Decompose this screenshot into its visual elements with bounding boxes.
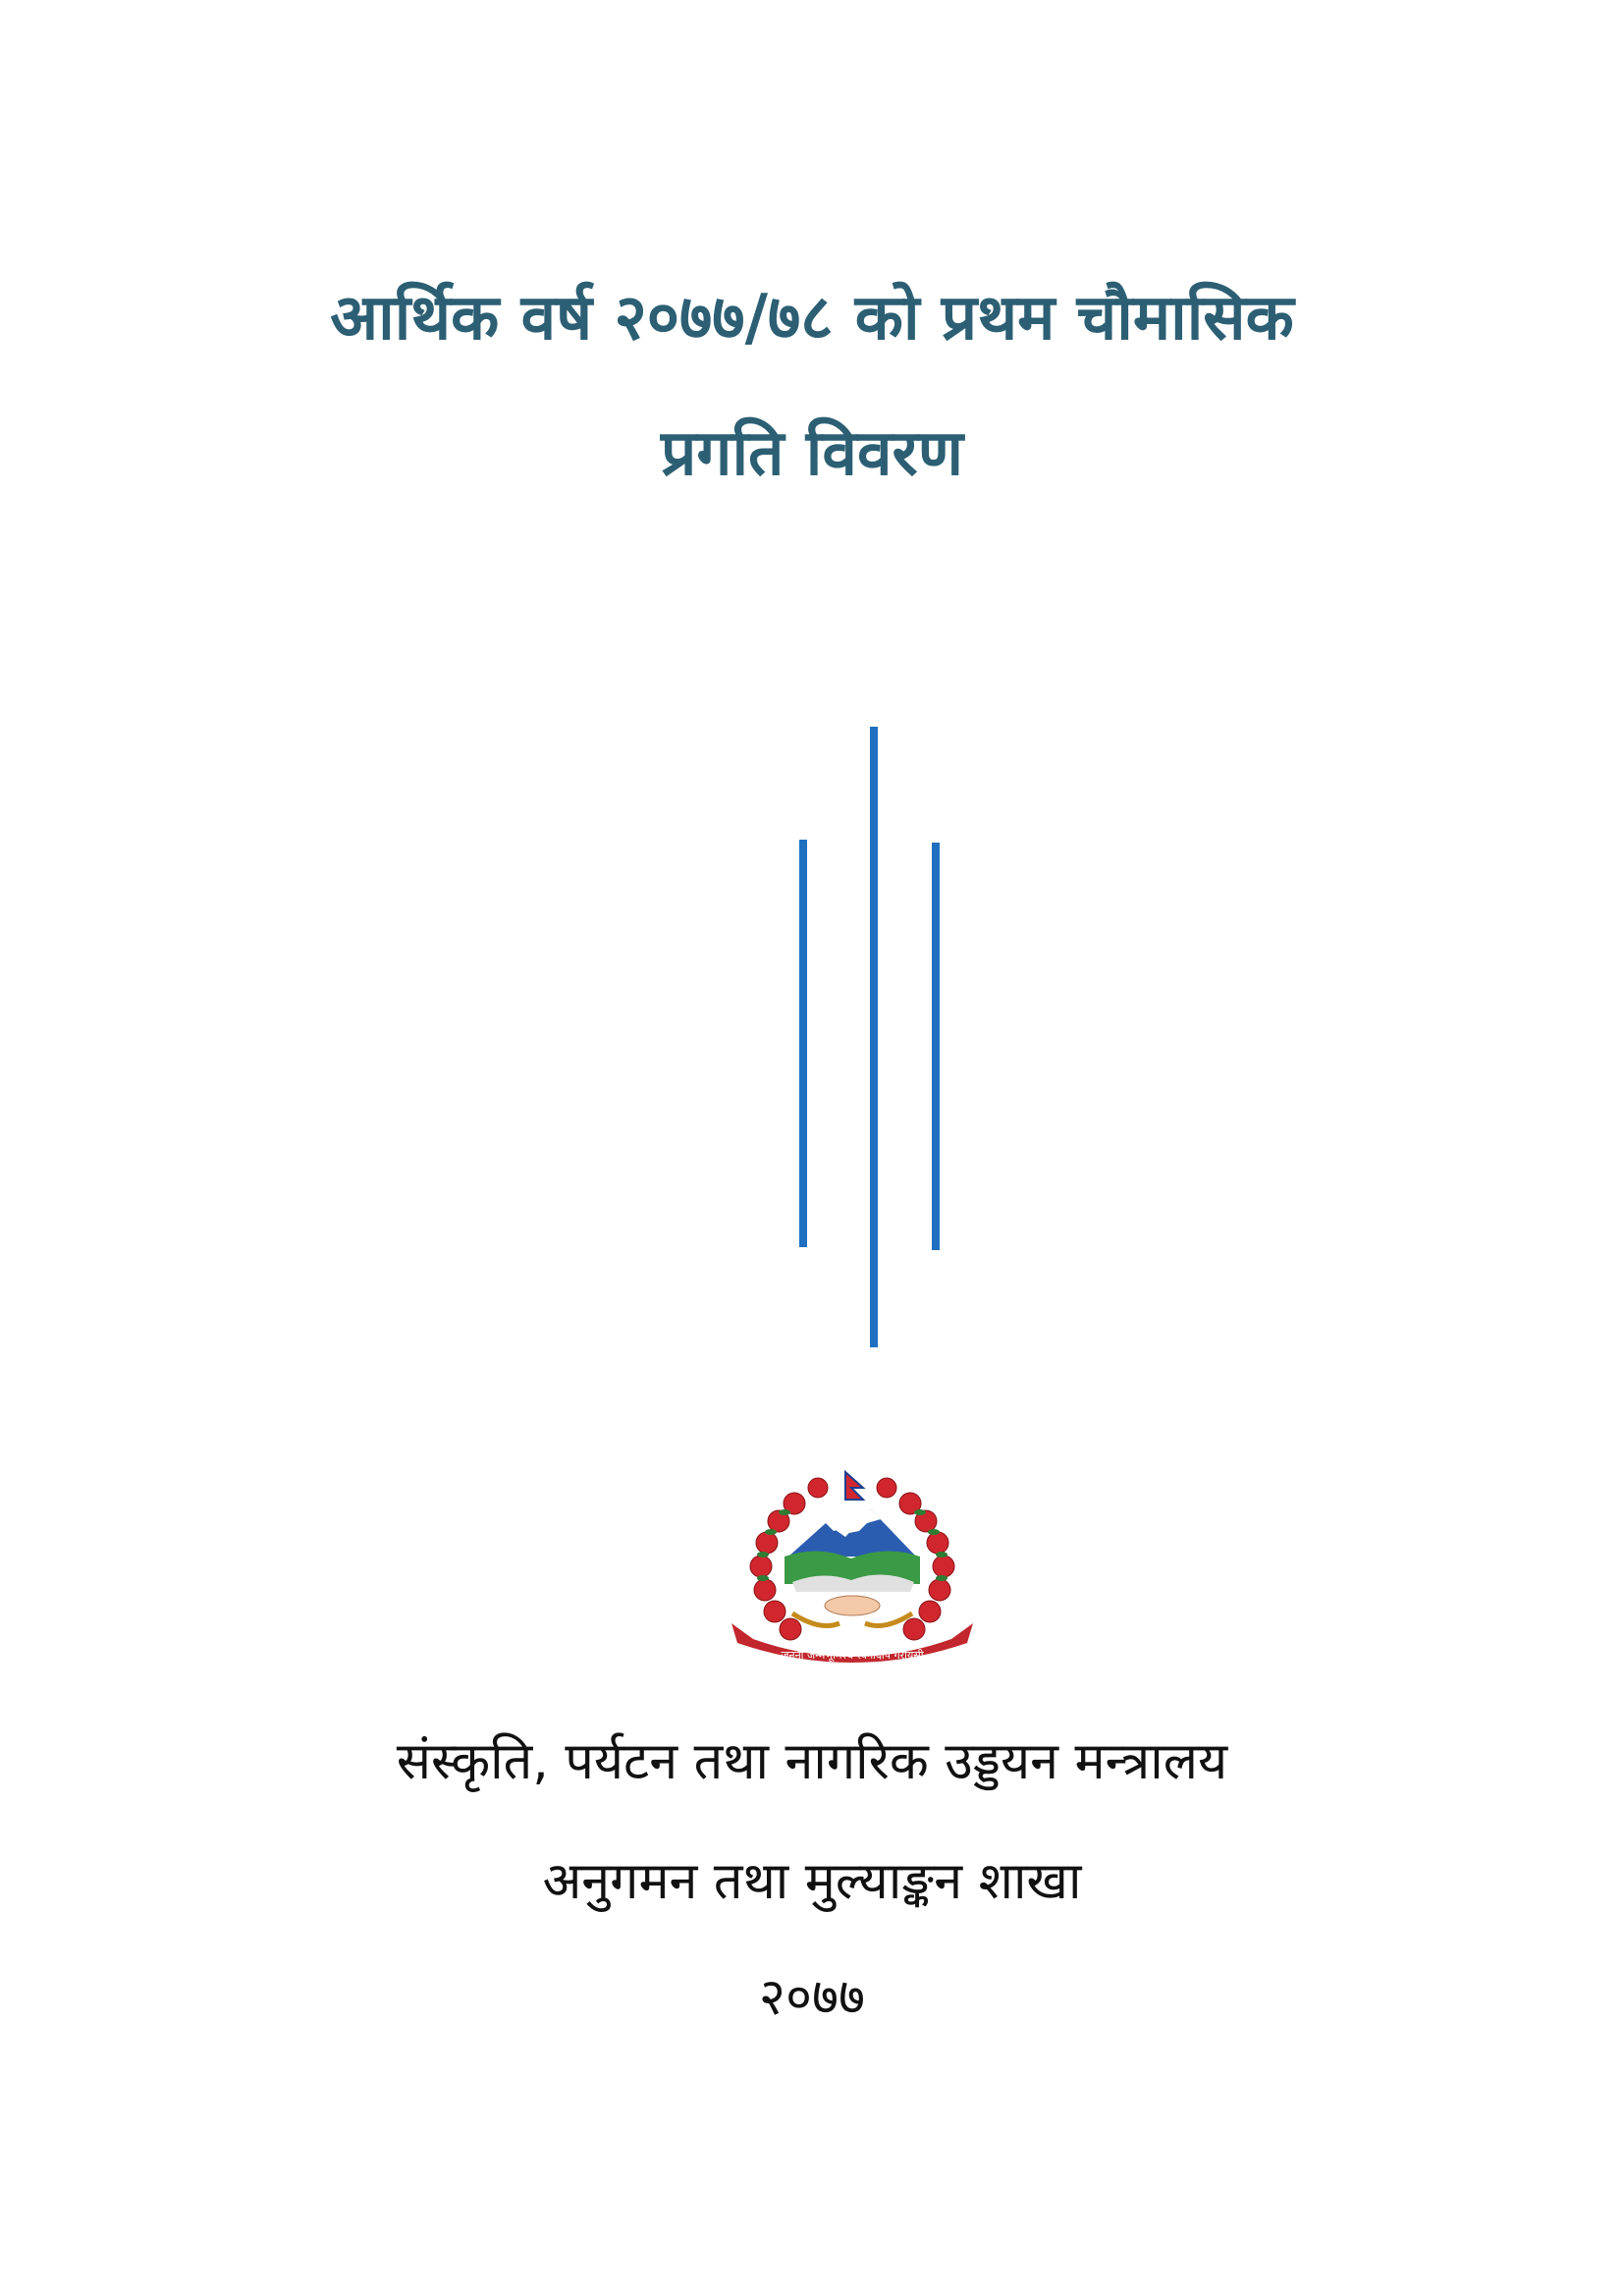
nepal-national-emblem-icon xyxy=(724,1466,981,1674)
emblem-motto: जननी जन्मभूमिश्च स्वर्गादपि गरीयसी xyxy=(781,1649,924,1662)
cover-title-line-2: प्रगति विवरण xyxy=(661,417,963,490)
cover-title-line-1: आर्थिक वर्ष २०७७/७८ को प्रथम चौमासिक xyxy=(330,282,1294,355)
decorative-line-left xyxy=(799,840,807,1247)
branch-name: अनुगमन तथा मुल्याङ्कन शाखा xyxy=(542,1852,1082,1911)
decorative-line-right xyxy=(932,843,940,1250)
ministry-name: संस्कृति, पर्यटन तथा नागरिक उड्डयन मन्त्रालय xyxy=(396,1732,1228,1791)
decorative-line-center xyxy=(870,727,878,1347)
publication-year: २०७७ xyxy=(758,1968,866,2027)
